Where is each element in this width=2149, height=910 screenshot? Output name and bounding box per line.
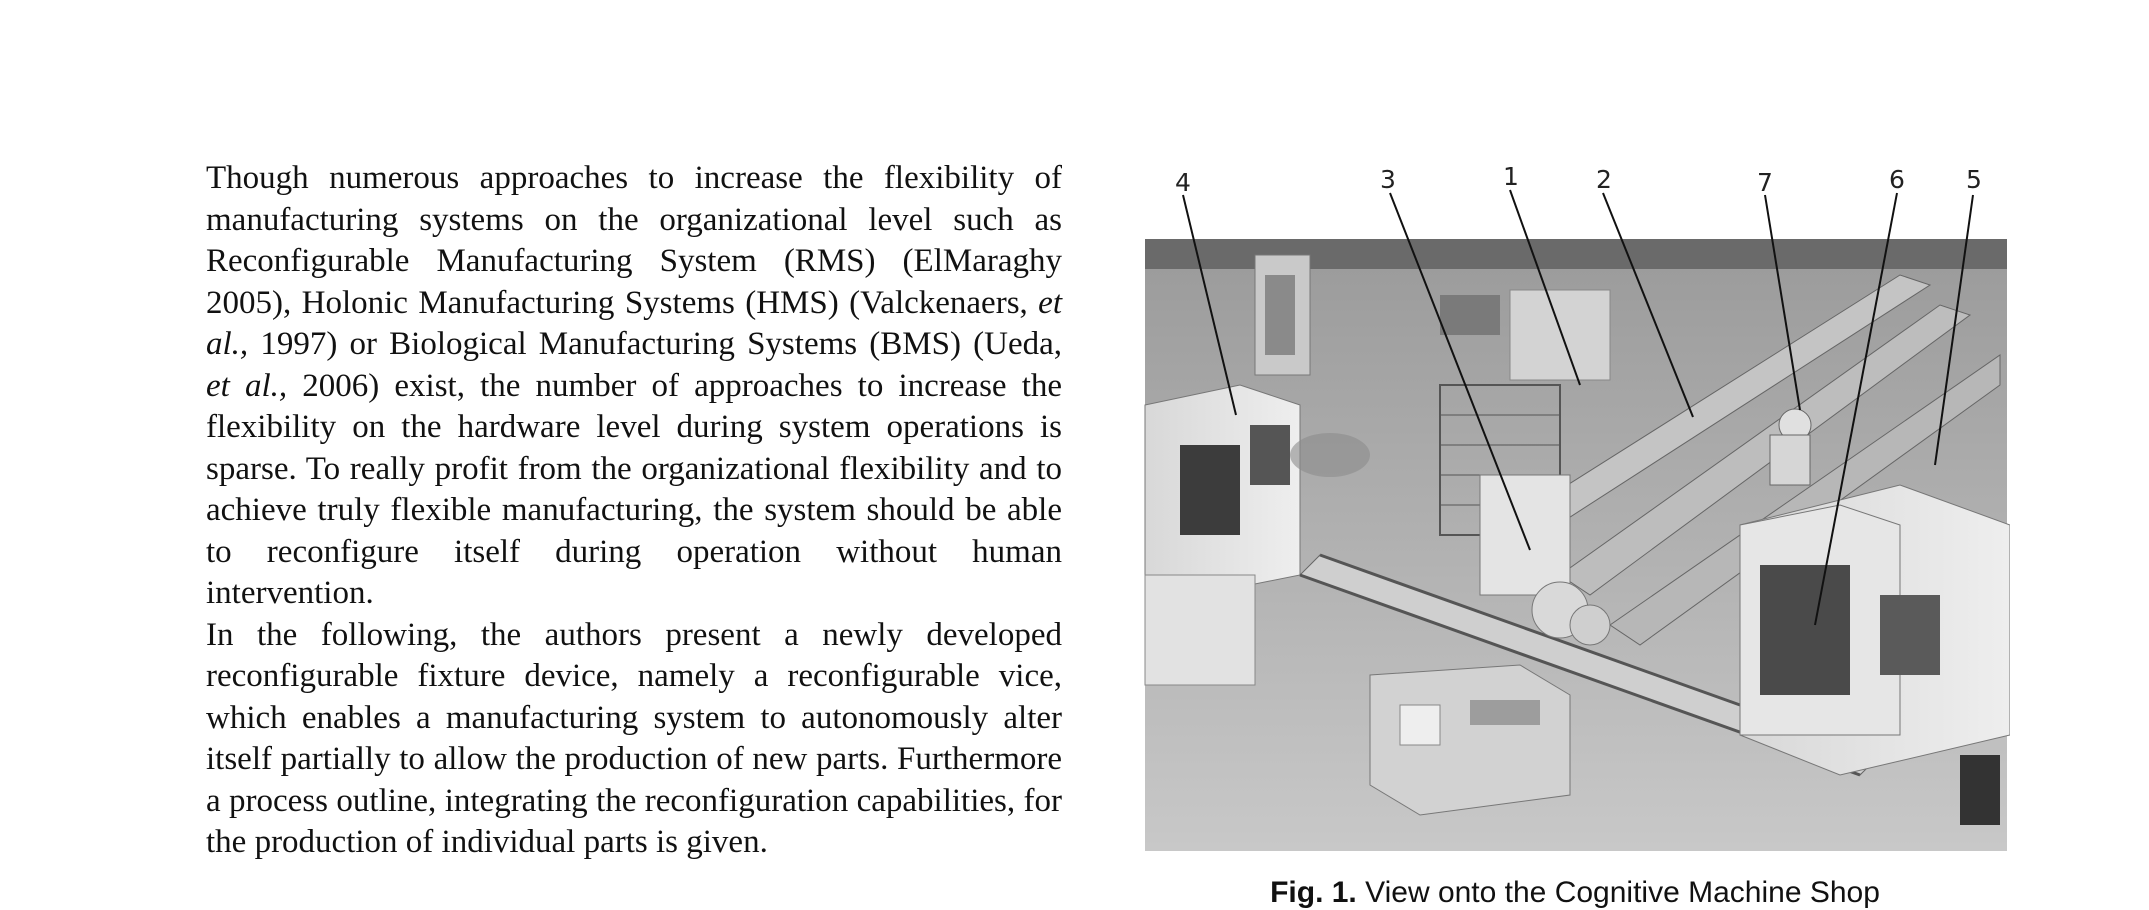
- paragraph-1: [206, 158, 1062, 615]
- callout-3: 3: [1380, 165, 1396, 194]
- callout-4: 4: [1175, 168, 1191, 197]
- callout-7: 7: [1757, 168, 1773, 197]
- callout-5: 5: [1966, 165, 1982, 194]
- caption-label: Fig. 1.: [1270, 876, 1357, 909]
- p1-rest: 2006) exist, the number of approaches to increase the flexibility on the hardware level during system operations is sparse. To really profit from the organizational flexibility and to achieve truly flexible manufacturing, the system should be able to reconfigure itself during operation without human intervention.: [206, 367, 1063, 611]
- callout-1: 1: [1503, 162, 1519, 191]
- p1-mid: 1997) or Biological Manufacturing Systems (BMS) (Ueda,: [260, 326, 1062, 362]
- body-text-column: [206, 158, 1062, 864]
- p1-etal-2: et al.,: [206, 367, 288, 404]
- machine-shop-photo: [1140, 155, 2010, 855]
- paragraph-2: In the following, the authors present a newly developed reconfigurable fixture device, namely a reconfigurable vice, which enables a manufacturing system to autonomously alter itself partially to allow the production of new parts. Furthermore a process outline, integrating the reconfiguration capabilities, for the production of individual parts is given.: [206, 616, 1062, 860]
- callout-2: 2: [1596, 165, 1612, 194]
- p1-intro: Though numerous approaches to increase the flexibility of manufacturing systems on the organizational level such as Reconfigurable Manufacturing System (RMS) (ElMaraghy 2005), Holonic Manufacturing Systems (HMS) (Valckenaers,: [206, 160, 1062, 321]
- figure-caption: [1140, 876, 2010, 910]
- callout-6: 6: [1889, 165, 1905, 194]
- figure-1: [1140, 155, 2010, 900]
- p1-etal-1: et al.,: [206, 284, 1062, 362]
- caption-text: View onto the Cognitive Machine Shop: [1365, 876, 1880, 909]
